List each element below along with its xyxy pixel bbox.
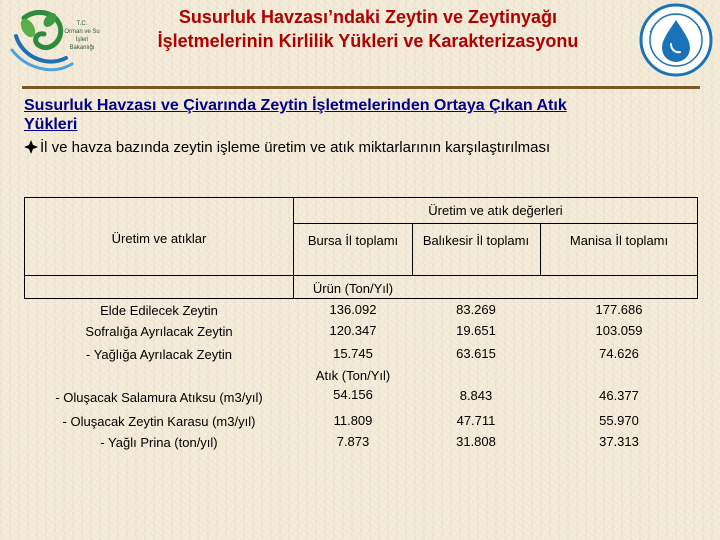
cell-bursa: 15.745 <box>333 346 373 361</box>
section-label-waste: Atık (Ton/Yıl) <box>315 368 391 383</box>
cell-manisa: 103.059 <box>595 323 643 338</box>
row-label: - Yağlığa Ayrılacak Zeytin <box>86 347 232 362</box>
cell-balikesir: 83.269 <box>456 302 496 317</box>
cell-balikesir: 8.843 <box>459 388 493 403</box>
ministry-logo <box>6 6 104 86</box>
row-label: Elde Edilecek Zeytin <box>100 303 218 318</box>
cell-bursa: 11.809 <box>333 413 373 428</box>
page-title-line-2: İşletmelerinin Kirlilik Yükleri ve Karakterizasyonu <box>157 31 579 51</box>
table-section-divider <box>24 298 698 299</box>
row-label: - Yağlı Prina (ton/yıl) <box>100 435 218 450</box>
cell-balikesir: 63.615 <box>456 346 496 361</box>
bullet-item <box>24 138 550 157</box>
cell-bursa: 54.156 <box>333 387 373 402</box>
water-authority-logo <box>638 2 714 78</box>
row-label: Sofralığa Ayrılacak Zeytin <box>85 324 233 339</box>
cell-manisa: 46.377 <box>599 388 639 403</box>
table-col-divider-2 <box>412 223 413 275</box>
table-row-header: Üretim ve atıklar <box>111 231 207 246</box>
table-header-divider <box>293 223 698 224</box>
page-title-line-1: Susurluk Havzası’ndaki Zeytin ve Zeytinyağı <box>178 7 558 27</box>
header-divider <box>22 86 700 89</box>
column-header-balikesir: Balıkesir İl toplamı <box>422 233 530 248</box>
table-group-header: Üretim ve atık değerleri <box>428 203 563 218</box>
table-header-bottom <box>24 275 698 276</box>
cell-manisa: 55.970 <box>599 413 639 428</box>
column-header-manisa: Manisa İl toplamı <box>569 233 669 248</box>
row-label: - Oluşacak Salamura Atıksu (m3/yıl) <box>55 390 263 405</box>
water-drop-emblem-icon <box>638 2 714 78</box>
section-subtitle-line-1: Susurluk Havzası ve Çivarında Zeytin İşletmelerinden Ortaya Çıkan Atık <box>24 97 567 114</box>
cell-manisa: 74.626 <box>599 346 639 361</box>
section-subtitle-line-2: Yükleri <box>24 116 78 133</box>
table-border-left <box>24 197 25 299</box>
section-label-product: Ürün (Ton/Yıl) <box>312 281 394 296</box>
cell-bursa: 120.347 <box>329 323 377 338</box>
diamond-bullet-icon <box>24 140 38 154</box>
cell-balikesir: 19.651 <box>456 323 496 338</box>
cell-bursa: 7.873 <box>336 434 370 449</box>
column-header-bursa: Bursa İl toplamı <box>307 233 399 248</box>
row-label: - Oluşacak Zeytin Karasu (m3/yıl) <box>62 414 256 429</box>
table-col-divider-3 <box>540 223 541 275</box>
ministry-logo-text: T.C. Orman ve Su İşleri Bakanlığı <box>64 21 100 51</box>
table-border-top <box>24 197 698 198</box>
cell-manisa: 177.686 <box>595 302 643 317</box>
bullet-text: İl ve havza bazında zeytin işleme üretim ve atık miktarlarının karşılaştırılması <box>40 139 551 156</box>
cell-bursa: 136.092 <box>329 302 377 317</box>
cell-manisa: 37.313 <box>599 434 639 449</box>
cell-balikesir: 47.711 <box>456 413 496 428</box>
cell-balikesir: 31.808 <box>456 434 496 449</box>
